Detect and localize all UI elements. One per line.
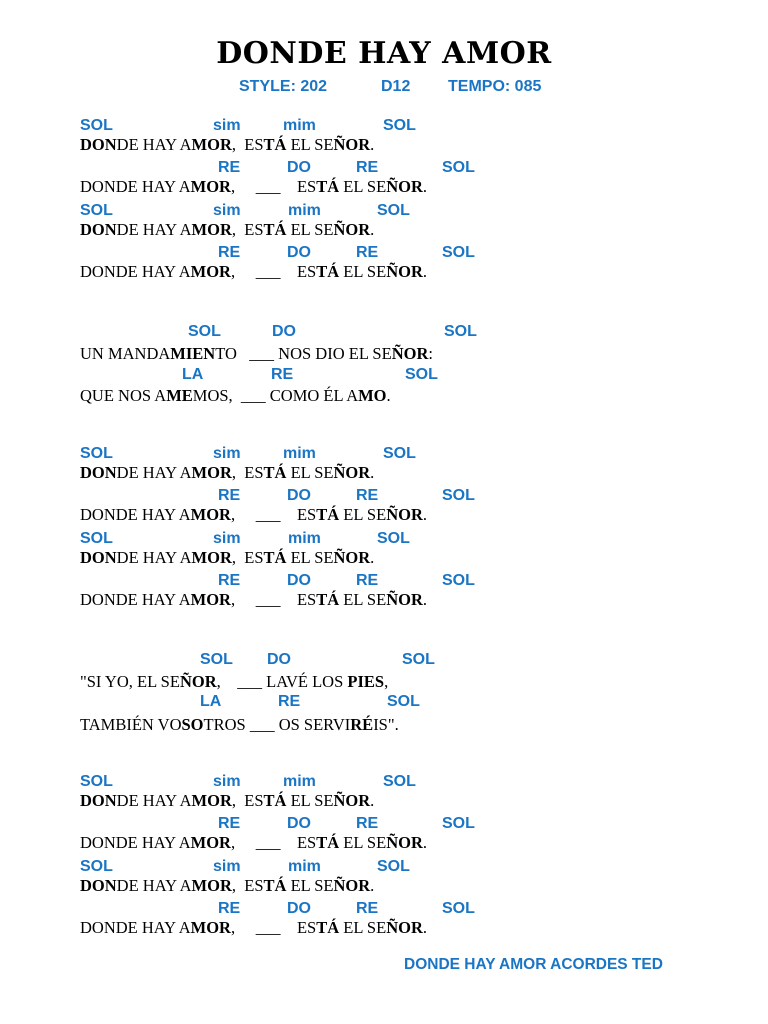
lyric-line (80, 505, 427, 525)
chord-do: DO (272, 323, 296, 340)
chord-sol: SOL (402, 651, 435, 668)
lyric-text: EL SE (339, 262, 387, 281)
lyric-text: , ES (231, 135, 264, 154)
stressed-syllable: MOR (191, 876, 232, 895)
stressed-syllable: MOR (190, 505, 231, 524)
stressed-syllable: MOR (190, 833, 231, 852)
stressed-syllable: ÑOR (386, 177, 423, 196)
chord-sol: SOL (383, 445, 416, 462)
lyric-text: TO ___ NOS DIO EL SE (215, 344, 392, 363)
lyric-line (80, 876, 374, 896)
lyric-text: DONDE HAY A (80, 505, 191, 524)
lyric-text: DE HAY A (116, 791, 192, 810)
lyric-text: , ES (231, 548, 264, 567)
chord-re: RE (271, 366, 294, 383)
lyric-text: EL SE (286, 463, 334, 482)
lyric-text: MOS, ___ COMO ÉL A (192, 386, 359, 405)
chord-sol: SOL (80, 202, 113, 219)
key-code: D12 (381, 78, 411, 95)
stressed-syllable: DON (80, 791, 117, 810)
chord-do: DO (287, 572, 311, 589)
chord-re: RE (278, 693, 301, 710)
lyric-line (80, 590, 427, 610)
lyric-line (80, 386, 391, 406)
stressed-syllable: TÁ (316, 505, 340, 524)
chord-sol: SOL (442, 572, 475, 589)
chord-sol: SOL (442, 159, 475, 176)
chord-re: RE (356, 159, 379, 176)
chord-mim: mim (288, 202, 321, 219)
stressed-syllable: TÁ (263, 135, 287, 154)
stressed-syllable: RÉ (350, 715, 374, 734)
chord-sim: sim (213, 530, 241, 547)
lyric-text: . (422, 177, 427, 196)
lyric-text: . (422, 262, 427, 281)
lyric-text: . (370, 463, 375, 482)
chord-do: DO (267, 651, 291, 668)
stressed-syllable: MO (358, 386, 387, 405)
lyric-text: : (428, 344, 433, 363)
lyric-text: . (422, 505, 427, 524)
stressed-syllable: ÑOR (391, 344, 429, 363)
chord-do: DO (287, 900, 311, 917)
lyric-text: EL SE (286, 220, 334, 239)
stressed-syllable: MOR (190, 590, 231, 609)
chord-sol: SOL (188, 323, 221, 340)
chord-mim: mim (288, 858, 321, 875)
lyric-text: DE HAY A (116, 876, 192, 895)
lyric-text: EL SE (339, 918, 387, 937)
chord-la: LA (182, 366, 204, 383)
stressed-syllable: ÑOR (386, 833, 423, 852)
stressed-syllable: ÑOR (333, 135, 371, 154)
lyric-text: . (370, 876, 375, 895)
song-title: DONDE HAY AMOR (216, 36, 552, 71)
chord-sim: sim (213, 858, 241, 875)
stressed-syllable: TÁ (316, 590, 340, 609)
chord-mim: mim (283, 445, 316, 462)
lyric-text: DE HAY A (116, 135, 192, 154)
lyric-text: . (422, 833, 427, 852)
lyric-line (80, 220, 374, 240)
chord-re: RE (218, 244, 241, 261)
chord-sol: SOL (377, 858, 410, 875)
chord-sol: SOL (442, 487, 475, 504)
stressed-syllable: MOR (191, 220, 232, 239)
chord-sol: SOL (405, 366, 438, 383)
lyric-text: , (384, 672, 389, 691)
chord-do: DO (287, 159, 311, 176)
chord-do: DO (287, 487, 311, 504)
lyric-text: EL SE (339, 590, 387, 609)
stressed-syllable: MOR (191, 548, 232, 567)
stressed-syllable: TÁ (263, 791, 287, 810)
chord-sol: SOL (387, 693, 420, 710)
lyric-text: DONDE HAY A (80, 262, 191, 281)
stressed-syllable: TÁ (263, 548, 287, 567)
chord-do: DO (287, 244, 311, 261)
stressed-syllable: ÑOR (333, 548, 371, 567)
lyric-text: , ___ ES (230, 918, 317, 937)
stressed-syllable: MOR (191, 791, 232, 810)
chord-re: RE (356, 572, 379, 589)
lyric-text: , ___ ES (230, 833, 317, 852)
lyric-line (80, 463, 374, 483)
lyric-text: DONDE HAY A (80, 833, 191, 852)
chord-sol: SOL (80, 773, 113, 790)
chord-sol: SOL (80, 530, 113, 547)
lyric-text: , ES (231, 220, 264, 239)
stressed-syllable: TÁ (316, 177, 340, 196)
lyric-text: . (370, 791, 375, 810)
lyric-text: DONDE HAY A (80, 918, 191, 937)
stressed-syllable: PIES (347, 672, 385, 691)
chord-sol: SOL (442, 815, 475, 832)
lyric-text: EL SE (339, 505, 387, 524)
stressed-syllable: DON (80, 220, 117, 239)
lyric-text: . (422, 918, 427, 937)
lyric-line (80, 833, 427, 853)
lyric-text: DE HAY A (116, 463, 192, 482)
stressed-syllable: TÁ (263, 463, 287, 482)
lyric-line (80, 548, 374, 568)
chord-mim: mim (288, 530, 321, 547)
stressed-syllable: SO (181, 715, 204, 734)
lyric-text: IS". (373, 715, 399, 734)
chord-mim: mim (283, 117, 316, 134)
chord-sol: SOL (377, 530, 410, 547)
lyric-text: . (370, 135, 375, 154)
lyric-text: QUE NOS A (80, 386, 167, 405)
lyric-text: , ES (231, 876, 264, 895)
lyric-text: EL SE (286, 135, 334, 154)
stressed-syllable: ÑOR (386, 505, 423, 524)
chord-re: RE (356, 487, 379, 504)
stressed-syllable: DON (80, 463, 117, 482)
stressed-syllable: MOR (190, 918, 231, 937)
chord-re: RE (356, 900, 379, 917)
stressed-syllable: MOR (191, 463, 232, 482)
lyric-line (80, 262, 427, 282)
stressed-syllable: ÑOR (333, 220, 371, 239)
chord-sol: SOL (442, 900, 475, 917)
chord-sim: sim (213, 773, 241, 790)
lyric-line (80, 672, 388, 692)
lyric-line (80, 344, 433, 364)
chord-mim: mim (283, 773, 316, 790)
chord-sol: SOL (80, 858, 113, 875)
lyric-text: . (370, 220, 375, 239)
lyric-text: , ES (231, 791, 264, 810)
chord-sol: SOL (383, 773, 416, 790)
stressed-syllable: ÑOR (333, 876, 371, 895)
chord-sol: SOL (200, 651, 233, 668)
chord-do: DO (287, 815, 311, 832)
chord-sim: sim (213, 202, 241, 219)
lyric-text: . (370, 548, 375, 567)
lyric-text: DE HAY A (116, 548, 192, 567)
chord-re: RE (218, 572, 241, 589)
lyric-line (80, 715, 399, 735)
lyric-text: EL SE (286, 548, 334, 567)
lyric-text: , ___ ES (230, 505, 317, 524)
stressed-syllable: ÑOR (179, 672, 217, 691)
lyric-line (80, 791, 374, 811)
stressed-syllable: TÁ (316, 262, 340, 281)
stressed-syllable: ÑOR (386, 262, 423, 281)
lyric-text: EL SE (339, 833, 387, 852)
lyric-text: DONDE HAY A (80, 177, 191, 196)
lyric-text: TAMBIÉN VO (80, 715, 182, 734)
stressed-syllable: ÑOR (386, 590, 423, 609)
lyric-text: EL SE (339, 177, 387, 196)
stressed-syllable: TÁ (263, 876, 287, 895)
lyric-text: TROS ___ OS SERVI (203, 715, 351, 734)
chord-re: RE (218, 815, 241, 832)
lyric-text: DE HAY A (116, 220, 192, 239)
lyric-line (80, 135, 374, 155)
stressed-syllable: TÁ (316, 918, 340, 937)
lyric-text: DONDE HAY A (80, 590, 191, 609)
lyric-line (80, 918, 427, 938)
chord-re: RE (218, 900, 241, 917)
lyric-text: "SI YO, EL SE (80, 672, 180, 691)
lyric-text: EL SE (286, 791, 334, 810)
stressed-syllable: MOR (191, 135, 232, 154)
chord-re: RE (218, 487, 241, 504)
lyric-text: , ___ ES (230, 177, 317, 196)
chord-sol: SOL (444, 323, 477, 340)
lyric-text: EL SE (286, 876, 334, 895)
lyric-text: , ___ ES (230, 590, 317, 609)
stressed-syllable: MIEN (170, 344, 216, 363)
chord-sol: SOL (383, 117, 416, 134)
style-number: STYLE: 202 (239, 78, 328, 95)
stressed-syllable: DON (80, 876, 117, 895)
footer-credit: DONDE HAY AMOR ACORDES TED (404, 956, 663, 973)
stressed-syllable: MOR (190, 177, 231, 196)
chord-re: RE (218, 159, 241, 176)
chord-la: LA (200, 693, 222, 710)
chord-re: RE (356, 815, 379, 832)
stressed-syllable: DON (80, 135, 117, 154)
lyric-text: , ___ ES (230, 262, 317, 281)
lyric-text: . (386, 386, 391, 405)
stressed-syllable: TÁ (263, 220, 287, 239)
stressed-syllable: TÁ (316, 833, 340, 852)
stressed-syllable: ÑOR (333, 463, 371, 482)
tempo-value: TEMPO: 085 (448, 78, 542, 95)
chord-sol: SOL (442, 244, 475, 261)
lyric-text: UN MANDA (80, 344, 171, 363)
stressed-syllable: MOR (190, 262, 231, 281)
chord-sol: SOL (377, 202, 410, 219)
chord-sim: sim (213, 445, 241, 462)
stressed-syllable: ÑOR (386, 918, 423, 937)
chord-sol: SOL (80, 117, 113, 134)
stressed-syllable: DON (80, 548, 117, 567)
lyric-text: , ___ LAVÉ LOS (216, 672, 348, 691)
chord-sol: SOL (80, 445, 113, 462)
chord-sim: sim (213, 117, 241, 134)
lyric-text: . (422, 590, 427, 609)
chord-re: RE (356, 244, 379, 261)
lyric-text: , ES (231, 463, 264, 482)
stressed-syllable: ME (166, 386, 193, 405)
stressed-syllable: ÑOR (333, 791, 371, 810)
lyric-line (80, 177, 427, 197)
